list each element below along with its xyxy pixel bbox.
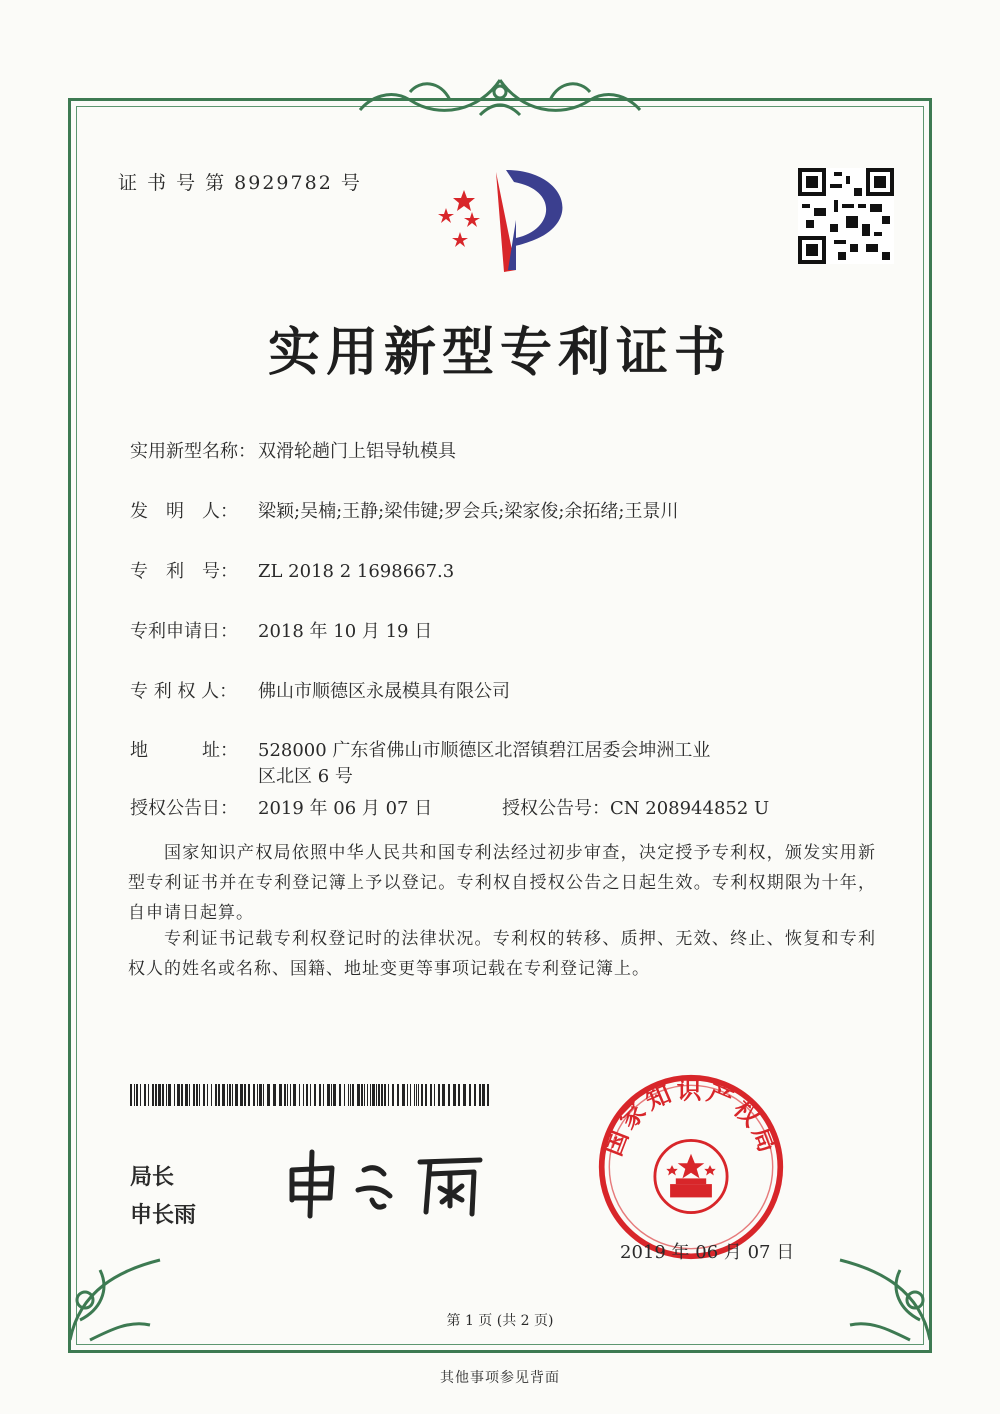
page-number: 第 1 页 (共 2 页) — [446, 1313, 554, 1329]
certificate-inner-border — [76, 106, 924, 1345]
seal-text: 国家知识产权局 — [597, 1075, 785, 1160]
svg-text:国家知识产权局 — [598, 1076, 784, 1160]
field-patent-number — [130, 557, 454, 583]
field-label: 授权公告日： — [130, 798, 238, 819]
field-label: 地 址： — [130, 740, 238, 761]
field-announcement-number — [502, 794, 769, 820]
field-value: ZL 2018 2 1698667.3 — [258, 561, 455, 582]
field-value: 梁颖;吴楠;王静;梁伟键;罗会兵;梁家俊;余拓绪;王景川 — [258, 501, 679, 522]
field-value: 2019 年 06 月 07 日 — [258, 798, 433, 819]
field-value: CN 208944852 U — [610, 798, 770, 819]
field-address — [130, 736, 710, 762]
field-patentee — [130, 677, 510, 703]
field-label: 实用新型名称： — [130, 441, 256, 462]
patent-office-logo-icon — [424, 160, 584, 280]
official-seal-icon — [596, 1072, 786, 1262]
field-name — [130, 437, 456, 463]
body-paragraph-1: 国家知识产权局依照中华人民共和国专利法经过初步审查，决定授予专利权，颁发实用新型专利证书并在专利登记簿上予以登记。专利权自授权公告之日起生效。专利权期限为十年，自申请日起算。 — [128, 843, 876, 923]
field-label: 发 明 人： — [130, 501, 238, 522]
field-label: 专 利 号： — [130, 561, 238, 582]
director-signature-icon — [280, 1140, 500, 1220]
back-note: 其他事项参见背面 — [440, 1370, 560, 1386]
field-grant-date — [130, 794, 432, 820]
field-inventors — [130, 497, 678, 523]
certificate-number-text: 证 书 号 第 8929782 号 — [118, 172, 362, 194]
bottom-right-ornament-icon — [830, 1230, 940, 1350]
field-value: 佛山市顺德区永晟模具有限公司 — [258, 681, 510, 702]
field-label: 专 利 权 人： — [130, 681, 238, 702]
field-value: 双滑轮趟门上铝导轨模具 — [258, 441, 456, 462]
field-address-continued — [130, 762, 353, 788]
director-title: 局长 — [130, 1165, 175, 1190]
field-label: 授权公告号： — [502, 798, 610, 819]
bottom-left-ornament-icon — [60, 1230, 170, 1350]
director-name: 申长雨 — [130, 1203, 197, 1228]
field-application-date — [130, 617, 432, 643]
certificate-title: 实用新型专利证书 — [267, 322, 732, 383]
field-value: 528000 广东省佛山市顺德区北滘镇碧江居委会坤洲工业 — [258, 740, 711, 761]
seal-date: 2019 年 06 月 07 日 — [620, 1242, 795, 1263]
field-value: 2018 年 10 月 19 日 — [258, 621, 433, 642]
barcode-icon — [130, 1084, 490, 1106]
body-paragraph-2: 专利证书记载专利权登记时的法律状况。专利权的转移、质押、无效、终止、恢复和专利权人的姓名或名称、国籍、地址变更等事项记载在专利登记簿上。 — [128, 929, 876, 979]
certificate-number — [118, 168, 362, 195]
top-ornament-icon — [330, 70, 670, 130]
field-label: 专利申请日： — [130, 621, 238, 642]
field-value: 区北区 6 号 — [258, 766, 353, 787]
qr-code-icon — [798, 168, 894, 264]
